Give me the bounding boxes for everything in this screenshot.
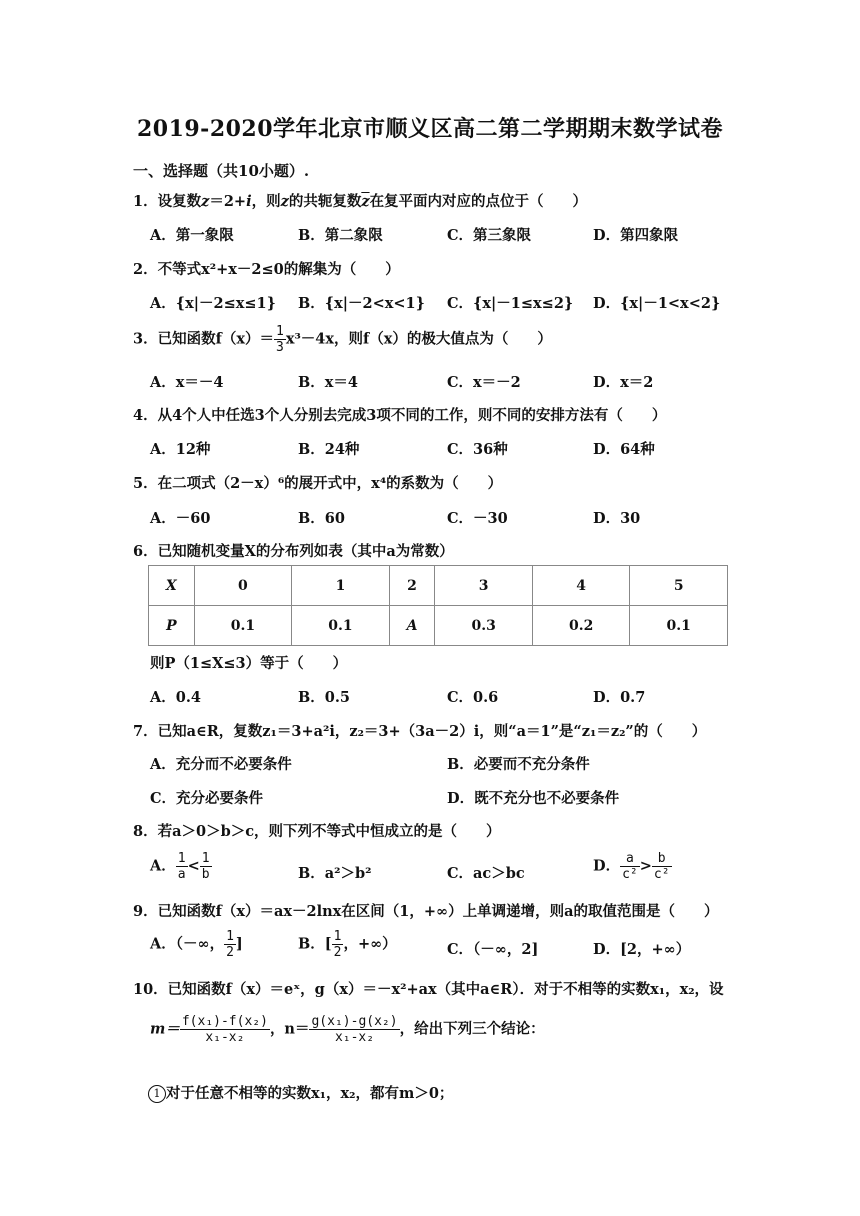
distribution-table (148, 565, 728, 646)
fraction: $\frac{\text{g(x₁)-g(x₂)}}{\text{x₁-x₂}}$ (311, 1014, 398, 1045)
section-heading: 一、选择题（共10小题）. (133, 162, 310, 180)
question-5-stem: 5．在二项式（2－x）⁶的展开式中，x⁴的系数为（ ） (133, 475, 503, 492)
q9-option-d: D．[2，+∞） (593, 941, 691, 958)
table-cell: 5 (630, 566, 728, 606)
table-cell: X (149, 566, 195, 606)
q5-option-b: B．60 (298, 510, 345, 527)
question-2-stem: 2．不等式x²+x－2≤0的解集为（ ） (133, 261, 400, 278)
fraction: $\frac{b}{\text{c²}}$ (653, 851, 670, 882)
question-6-followup: 则P（1≤X≤3）等于（ ） (150, 655, 348, 672)
table-cell: 4 (532, 566, 630, 606)
table-cell: 0.1 (630, 606, 728, 646)
fraction: $\frac{1}{2}$ (333, 929, 342, 960)
q1-option-a: A．第一象限 (150, 227, 234, 244)
page-title: 2019-2020学年北京市顺义区高二第二学期期末数学试卷 (136, 116, 724, 142)
question-10-definitions: m＝ $\frac{\text{f(x₁)-f(x₂)}}{\text{x₁-x₂}}$ ，n＝ $\frac{\text{g(x₁)-g(x₂)}}{\text{x₁-x₂}}$ ，给出下列三个结论： (150, 1014, 545, 1045)
question-9-stem: 9．已知函数f（x）＝ax－2lnx在区间（1，+∞）上单调递增，则a的取值范围是（ ） (133, 903, 719, 920)
q6-option-a: A．0.4 (150, 689, 201, 706)
q3-option-a: A．x＝－4 (150, 374, 224, 391)
q3-option-c: C．x＝－2 (447, 374, 521, 391)
table-cell: 0.1 (292, 606, 390, 646)
q4-option-a: A．12种 (150, 441, 211, 458)
question-7-stem: 7．已知a∈R，复数z₁＝3+a²i，z₂＝3+（3a－2）i，则“a＝1”是“z₁＝z₂”的（ ） (133, 723, 707, 740)
question-6-stem: 6．已知随机变量X的分布列如表（其中a为常数） (133, 543, 454, 560)
fraction: $\frac{1}{2}$ (226, 929, 234, 960)
table-cell: 0 (194, 566, 292, 606)
question-3-stem: 3．已知函数f（x）＝ $\frac{1}{3}$ x³－4x，则f（x）的极大值点为（ ） (133, 324, 552, 355)
q4-option-c: C．36种 (447, 441, 508, 458)
q3-option-d: D．x＝2 (593, 374, 654, 391)
q3-option-b: B．x＝4 (298, 374, 358, 391)
q5-option-d: D．30 (593, 510, 641, 527)
question-10-stem: 10．已知函数f（x）＝eˣ，g（x）＝－x²+ax（其中a∈R）．对于不相等的实数x₁，x₂，设 (133, 981, 724, 998)
table-cell: 1 (292, 566, 390, 606)
q2-option-a: A．{x|－2≤x≤1} (150, 295, 276, 312)
q8-option-c: C．ac＞bc (447, 865, 525, 882)
question-10-conclusion-1: 1 对于任意不相等的实数x₁，x₂，都有m＞0； (148, 1082, 453, 1103)
q8-option-b: B．a²＞b² (298, 865, 372, 882)
q7-option-c: C．充分必要条件 (150, 790, 264, 807)
question-1-stem: 1．设复数z＝2+i，则z的共轭复数$\overline{z}$在复平面内对应的点位于（ ） (133, 193, 588, 210)
table-cell: A (389, 606, 435, 646)
circled-number: 1 (148, 1085, 166, 1103)
table-row (149, 606, 728, 646)
q7-option-a: A．充分而不必要条件 (150, 756, 292, 773)
q7-option-b: B．必要而不充分条件 (447, 756, 590, 773)
table-cell: 0.1 (194, 606, 292, 646)
q1-option-b: B．第二象限 (298, 227, 383, 244)
q9-option-b: B．[ $\frac{1}{2}$ ，+∞） (298, 929, 397, 960)
table-row (149, 566, 728, 606)
q9-option-a: A．（－∞， $\frac{1}{2}$ ] (150, 929, 243, 960)
q5-option-a: A．－60 (150, 510, 211, 527)
fraction: $\frac{\text{f(x₁)-f(x₂)}}{\text{x₁-x₂}}$ (181, 1014, 268, 1045)
table-cell: 0.2 (532, 606, 630, 646)
question-4-stem: 4．从4个人中任选3个人分别去完成3项不同的工作，则不同的安排方法有（ ） (133, 407, 667, 424)
q6-option-d: D．0.7 (593, 689, 646, 706)
q9-option-c: C．（－∞，2] (447, 941, 539, 958)
fraction: $\frac{a}{\text{c²}}$ (622, 851, 638, 882)
q1-option-c: C．第三象限 (447, 227, 532, 244)
q2-option-c: C．{x|－1≤x≤2} (447, 295, 574, 312)
fraction: $\frac{1}{a}$ (177, 851, 186, 882)
q1-option-d: D．第四象限 (593, 227, 679, 244)
q2-option-d: D．{x|－1<x<2} (593, 295, 721, 312)
q7-option-d: D．既不充分也不必要条件 (447, 790, 620, 807)
table-cell: 3 (435, 566, 533, 606)
q6-option-b: B．0.5 (298, 689, 350, 706)
table-cell: P (149, 606, 195, 646)
fraction: $\frac{1}{3}$ (275, 324, 284, 355)
fraction: $\frac{1}{b}$ (201, 851, 210, 882)
q6-option-c: C．0.6 (447, 689, 499, 706)
q8-option-d: D． $\frac{a}{\text{c²}}$ > $\frac{b}{\text{c²}}$ (593, 851, 670, 882)
q2-option-b: B．{x|－2<x<1} (298, 295, 425, 312)
table-cell: 0.3 (435, 606, 533, 646)
q4-option-d: D．64种 (593, 441, 655, 458)
q8-option-a: A． $\frac{1}{a}$ < $\frac{1}{b}$ (150, 851, 210, 882)
question-8-stem: 8．若a＞0＞b＞c，则下列不等式中恒成立的是（ ） (133, 823, 501, 840)
q4-option-b: B．24种 (298, 441, 360, 458)
table-cell: 2 (389, 566, 435, 606)
q5-option-c: C．－30 (447, 510, 508, 527)
